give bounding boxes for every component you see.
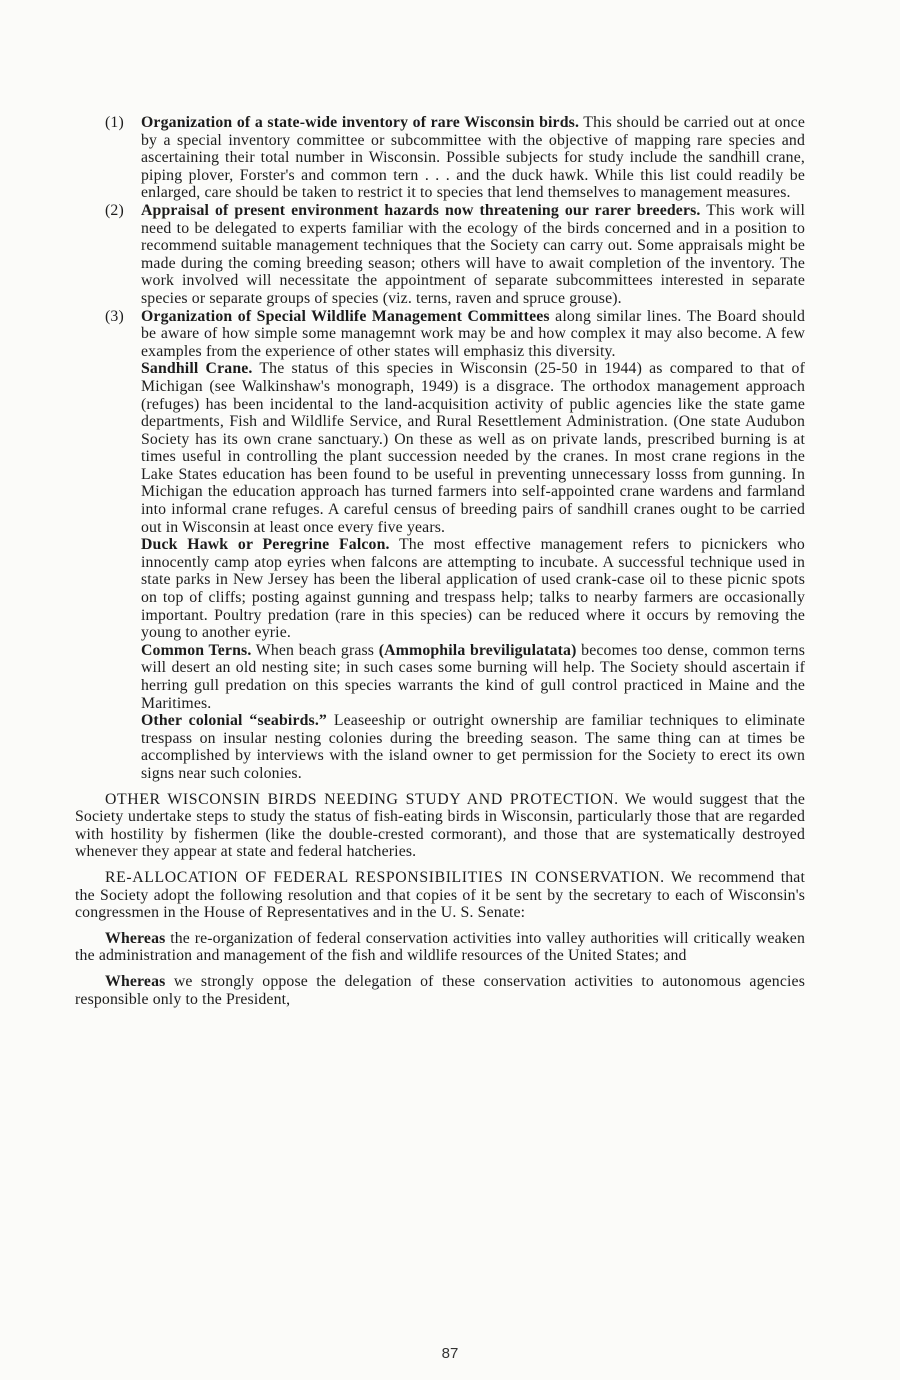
subsection-text: The most effective management refers to picnickers who innocently camp atop eyries when falcons are attempting to incubate. A successful technique used in state parks in New Jersey has been the liberal application of used crank-case oil to these picnic spots on top of cliffs; posting against gunning and trespass help; talks to nearby farmers are occasionally important. Poultry predation (rare in this species) can be reduced where it occurs by removing the young to another eyrie. [141,536,805,642]
item-title: Appraisal of present environment hazards now threatening our rarer breeders. [141,201,701,219]
item-title: Organization of Special Wildlife Management Committees [141,307,550,325]
paragraph-other-birds [75,791,805,861]
item-text: along similar lines. The Board should be aware of how simple some managemnt work may be and how complex it may also become. A few examples from the experience of other states will emphasiz this diversity. [141,307,805,360]
subsection-duck-hawk [141,536,805,642]
subsection-text: When beach grass [251,641,379,659]
list-item-3 [75,308,805,361]
item-text: This work will need to be delegated to experts familiar with the ecology of the birds concerned and in a position to recommend suitable management techniques that the Society can carry out. Some appraisals might be made during the coming breeding season; others will have to await completion of the inventory. The work involved will necessitate the appointment of separate subcommittees interested in separate species or separate groups of species (viz. terns, raven and spruce grouse). [141,201,806,307]
whereas-word: Whereas [105,929,166,947]
paragraph-text: We would suggest that the Society undertake steps to study the status of fish-eating birds in Wisconsin, particularly those that are regarded with hostility by fishermen (like the double-crested cormorant), and those that are systematically destroyed whenever they appear at state and federal hatcheries. [75,790,805,861]
subsection-text: Leaseeship or outright ownership are familiar techniques to eliminate trespass on insular nesting colonies during the breeding season. The same thing can at times be accomplished by interviews with the island owner to get permission for the Society to erect its own signs near such colonies. [141,712,805,782]
list-number: (3) [105,307,124,325]
subsection-sandhill-crane [141,360,805,536]
section-heading: RE-ALLOCATION OF FEDERAL RESPONSIBILITIES IN CONSERVATION. [105,868,665,886]
section-heading: OTHER WISCONSIN BIRDS NEEDING STUDY AND PROTECTION. [105,790,619,808]
whereas-word: Whereas [105,972,166,990]
paragraph-text: We recommend that the Society adopt the following resolution and that copies of it be sent by the secretary to each of Wisconsin's congressmen in the House of Representatives and in the U. S. Senate: [75,868,805,922]
list-number: (1) [105,114,124,131]
list-item-1 [75,114,805,202]
subsection-text: The status of this species in Wisconsin (25-50 in 1944) as compared to that of Michigan (see Walkinshaw's monograph, 1949) is a disgrace. The orthodox management approach (refuges) has been incidental to the land-acquisition activity of public agencies like the state game departments, Fish and Wildlife Service, and Rural Resettlement Administration. (One state Audubon Society has its own crane sanctuary.) On these as well as on private lands, prescribed burning is at times useful in controlling the plant succession needed by the cranes. In most crane regions in the Lake States education has been found to be useful in preventing unnecessary losss from gunning. In Michigan the education approach has turned farmers into self-appointed crane wardens and farmland into informal crane refuges. A careful census of breeding pairs of sandhill cranes ought to be carried out in Wisconsin at least once every five years. [141,360,805,536]
subsection-text: becomes too dense, common terns will desert an old nesting site; in such cases some burning will help. The Society should ascertain if herring gull predation on this species warrants the kind of gull control practiced in Maine and the Maritimes. [141,641,806,712]
paragraph-text: the re-organization of federal conservation activities into valley authorities will critically weaken the administration and management of the fish and wildlife resources of the United States; and [75,929,805,965]
subsection-common-terns [141,642,805,712]
subsection-title: Common Terns. [141,641,252,659]
paragraph-whereas-1 [75,930,805,965]
page-body [75,114,805,1008]
paragraph-reallocation [75,869,805,922]
subsection-title: Sandhill Crane. [141,360,253,378]
paragraph-whereas-2 [75,973,805,1008]
item-text: This should be carried out at once by a special inventory committee or subcommittee with the objective of mapping rare species and ascertaining their total number in Wisconsin. Possible subjects for study include the sandhill crane, piping plover, Forster's and common tern . . . and the duck hawk. While this list could readily be enlarged, care should be taken to restrict it to species that lend themselves to management measures. [141,114,806,202]
paragraph-text: we strongly oppose the delegation of these conservation activities to autonomous agencies responsible only to the President, [75,972,805,1008]
list-number: (2) [105,201,124,219]
subsection-seabirds [141,712,805,782]
subsection-title: Duck Hawk or Peregrine Falcon. [141,536,390,554]
species-name: (Ammophila breviligulatata) [378,641,577,659]
list-item-2 [75,202,805,308]
page-number: 87 [441,1345,459,1362]
item-title: Organization of a state-wide inventory of rare Wisconsin birds. [141,114,580,131]
subsection-title: Other colonial “seabirds.” [141,712,327,730]
